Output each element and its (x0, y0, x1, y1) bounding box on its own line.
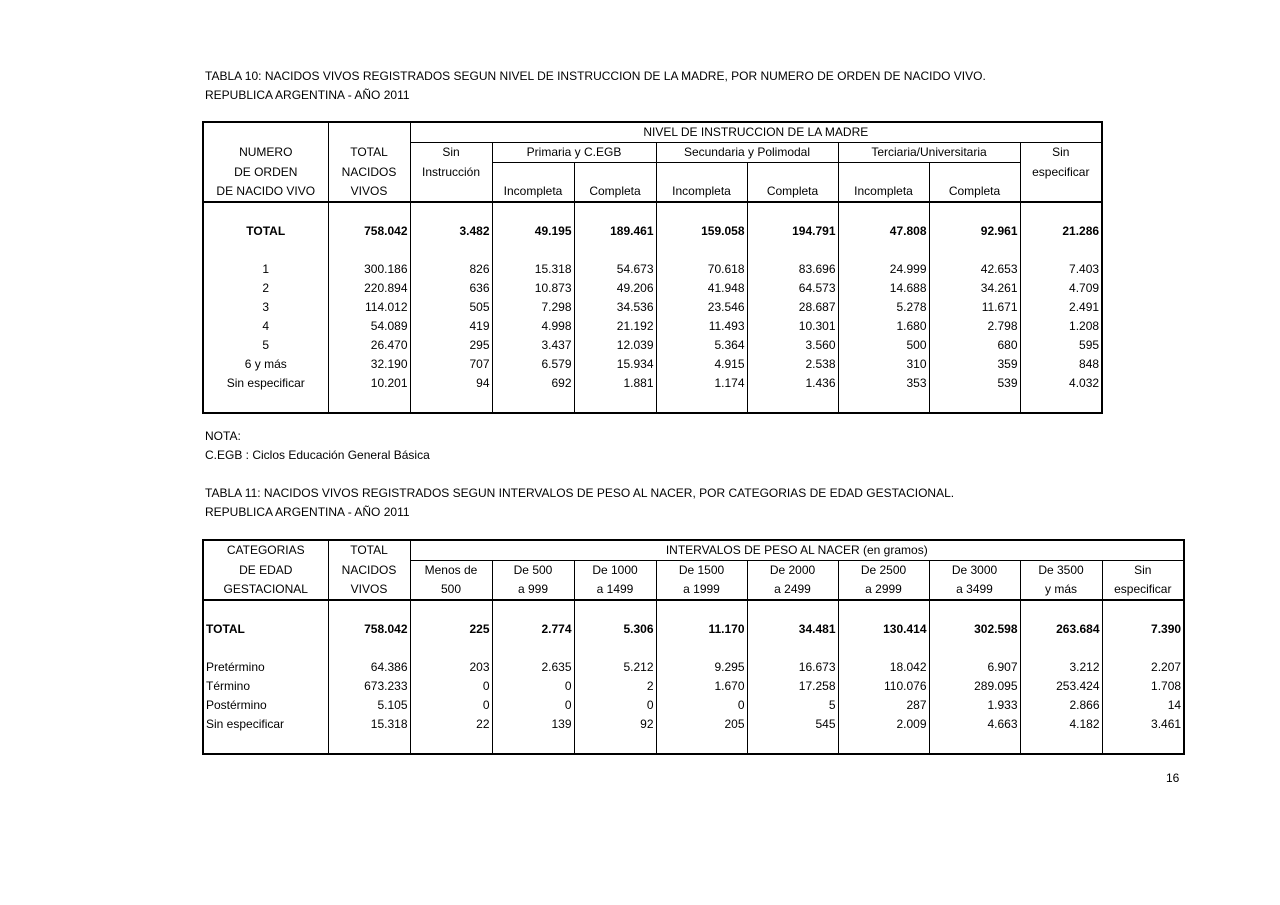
table-cell: 4.032 (1020, 374, 1102, 393)
table-cell: 11.170 (656, 620, 747, 639)
table-cell: 4.663 (929, 715, 1020, 734)
table10-subheader: Incompleta (656, 182, 747, 202)
table-cell: 4.998 (492, 317, 574, 336)
table-cell: 2.538 (747, 355, 838, 374)
table10-spacer (203, 241, 1102, 260)
table10-header-row (203, 143, 1102, 163)
table-cell: 758.042 (328, 620, 410, 639)
table-cell: 6.907 (929, 658, 1020, 677)
table-cell: 92 (574, 715, 656, 734)
table11-interval-header: 500 (410, 580, 492, 600)
table-cell: 2.635 (492, 658, 574, 677)
table-cell: 3.437 (492, 336, 574, 355)
table11-interval-header: De 3000 (929, 561, 1020, 581)
table10-rowcol-header: NUMERO (203, 143, 328, 163)
table-row (203, 355, 1102, 374)
table-cell: 194.791 (747, 222, 838, 241)
table10-total-header: TOTAL (328, 143, 410, 163)
table-cell: 5.212 (574, 658, 656, 677)
table-cell: 114.012 (328, 298, 410, 317)
table11-interval-header: De 3500 (1020, 561, 1102, 581)
table-cell: 10.201 (328, 374, 410, 393)
table-cell: 419 (410, 317, 492, 336)
table10-body (203, 260, 1102, 393)
table11-interval-header: Sin (1102, 561, 1184, 581)
table10-subheader: Completa (574, 182, 656, 202)
table-cell: 1.881 (574, 374, 656, 393)
table-row (203, 317, 1102, 336)
table-cell: 1.208 (1020, 317, 1102, 336)
table-cell: 692 (492, 374, 574, 393)
table10-title: TABLA 10: NACIDOS VIVOS REGISTRADOS SEGUN NIVEL DE INSTRUCCION DE LA MADRE, POR NUMERO DE ORDEN DE NACIDO VIVO. (205, 69, 986, 83)
table10-sin-instruccion-header: Instrucción (410, 163, 492, 183)
table11-row-label: Postérmino (203, 696, 328, 715)
table11-spacer (203, 600, 1184, 620)
table-cell: 3.482 (410, 222, 492, 241)
table-cell: 3.212 (1020, 658, 1102, 677)
table10 (202, 121, 1103, 414)
table-cell: 92.961 (929, 222, 1020, 241)
table10-row-label: 6 y más (203, 355, 328, 374)
table10-subheader: Completa (747, 182, 838, 202)
table10-total-header: VIVOS (328, 182, 410, 202)
table11 (202, 539, 1185, 755)
table10-header-row (203, 182, 1102, 202)
table11-rowcol-header: CATEGORIAS (203, 540, 328, 561)
table-cell: 7.390 (1102, 620, 1184, 639)
table10-subheader: Incompleta (838, 182, 929, 202)
table11-interval-header: De 1000 (574, 561, 656, 581)
table-cell: 263.684 (1020, 620, 1102, 639)
table-cell: 11.493 (656, 317, 747, 336)
table10-total-header: NACIDOS (328, 163, 410, 183)
table-row (203, 715, 1184, 734)
table11-interval-header: a 1999 (656, 580, 747, 600)
table-cell: 4.182 (1020, 715, 1102, 734)
table-cell: 225 (410, 620, 492, 639)
table-cell: 15.318 (492, 260, 574, 279)
table11-row-label: Sin especificar (203, 715, 328, 734)
table-cell: 18.042 (838, 658, 929, 677)
table-cell: 300.186 (328, 260, 410, 279)
table10-subtitle: REPUBLICA ARGENTINA - AÑO 2011 (205, 88, 410, 102)
table-cell: 203 (410, 658, 492, 677)
table-cell: 539 (929, 374, 1020, 393)
table-cell: 0 (492, 696, 574, 715)
table-row (203, 279, 1102, 298)
table10-header-row (203, 122, 1102, 143)
table-cell: 0 (410, 696, 492, 715)
table11-spacer (203, 734, 1184, 754)
table-cell: 287 (838, 696, 929, 715)
table11-interval-header: De 2500 (838, 561, 929, 581)
table-cell: 636 (410, 279, 492, 298)
table11-interval-header: a 1499 (574, 580, 656, 600)
table-cell: 545 (747, 715, 838, 734)
table10-secundaria-header: Secundaria y Polimodal (656, 143, 838, 163)
page-number: 16 (1166, 771, 1180, 785)
table-cell: 10.301 (747, 317, 838, 336)
table-cell: 1.174 (656, 374, 747, 393)
table-cell: 758.042 (328, 222, 410, 241)
table-cell: 26.470 (328, 336, 410, 355)
table-cell: 54.673 (574, 260, 656, 279)
table-cell: 2.491 (1020, 298, 1102, 317)
table11-interval-header: especificar (1102, 580, 1184, 600)
table-cell: 6.579 (492, 355, 574, 374)
table10-row-label: 4 (203, 317, 328, 336)
table-cell: 4.709 (1020, 279, 1102, 298)
table11-total-header: NACIDOS (328, 561, 410, 581)
table-cell: 21.192 (574, 317, 656, 336)
table11-header-row (203, 561, 1184, 581)
table10-rowcol-header: DE NACIDO VIVO (203, 182, 328, 202)
table11-spacer (203, 639, 1184, 658)
table11-interval-header: De 1500 (656, 561, 747, 581)
table10-row-label: 3 (203, 298, 328, 317)
table-cell: 70.618 (656, 260, 747, 279)
table-cell: 500 (838, 336, 929, 355)
table-cell: 83.696 (747, 260, 838, 279)
table10-sin-especificar-header: especificar (1020, 163, 1102, 183)
table-cell: 54.089 (328, 317, 410, 336)
table-cell: 23.546 (656, 298, 747, 317)
table-cell: 707 (410, 355, 492, 374)
table-cell: 41.948 (656, 279, 747, 298)
table-cell: 1.708 (1102, 677, 1184, 696)
table-cell: 0 (410, 677, 492, 696)
table-cell: 49.195 (492, 222, 574, 241)
table-cell: 353 (838, 374, 929, 393)
table11-interval-header: De 500 (492, 561, 574, 581)
table-cell: 4.915 (656, 355, 747, 374)
table-cell: 2.009 (838, 715, 929, 734)
table11-subtitle: REPUBLICA ARGENTINA - AÑO 2011 (205, 505, 410, 519)
table-row (203, 658, 1184, 677)
table-cell: 848 (1020, 355, 1102, 374)
table-cell: 34.536 (574, 298, 656, 317)
table-cell: 289.095 (929, 677, 1020, 696)
table10-row-label: 5 (203, 336, 328, 355)
table-cell: 310 (838, 355, 929, 374)
table-row (203, 677, 1184, 696)
table11-interval-header: Menos de (410, 561, 492, 581)
table11-interval-header: a 2499 (747, 580, 838, 600)
table10-row-label: 2 (203, 279, 328, 298)
table-cell: 139 (492, 715, 574, 734)
table11-interval-header: a 2999 (838, 580, 929, 600)
table-cell: 189.461 (574, 222, 656, 241)
table-cell: 64.573 (747, 279, 838, 298)
table-cell: 7.298 (492, 298, 574, 317)
table10-rowcol-header: DE ORDEN (203, 163, 328, 183)
table-cell: 3.560 (747, 336, 838, 355)
table10-total-row (203, 222, 1102, 241)
table11-rowcol-header: DE EDAD (203, 561, 328, 581)
table-row (203, 260, 1102, 279)
table11-interval-header: a 3499 (929, 580, 1020, 600)
table-cell: 5.364 (656, 336, 747, 355)
table10-row-label: TOTAL (203, 222, 328, 241)
table-cell: 680 (929, 336, 1020, 355)
table-cell: 2 (574, 677, 656, 696)
table-cell: 130.414 (838, 620, 929, 639)
table-cell: 24.999 (838, 260, 929, 279)
table10-spacer (203, 393, 1102, 413)
note-text: C.EGB : Ciclos Educación General Básica (205, 448, 430, 462)
table11-header-row (203, 540, 1184, 561)
table-cell: 47.808 (838, 222, 929, 241)
table-cell: 32.190 (328, 355, 410, 374)
table-cell: 205 (656, 715, 747, 734)
table-cell: 2.798 (929, 317, 1020, 336)
table-cell: 359 (929, 355, 1020, 374)
table-cell: 1.933 (929, 696, 1020, 715)
table-cell: 3.461 (1102, 715, 1184, 734)
table-cell: 15.318 (328, 715, 410, 734)
table-cell: 94 (410, 374, 492, 393)
table11-group-header: INTERVALOS DE PESO AL NACER (en gramos) (410, 540, 1184, 561)
table-cell: 5.105 (328, 696, 410, 715)
table-cell: 220.894 (328, 279, 410, 298)
table10-primaria-header: Primaria y C.EGB (492, 143, 656, 163)
table-cell: 505 (410, 298, 492, 317)
table-cell: 5 (747, 696, 838, 715)
table11-rowcol-header: GESTACIONAL (203, 580, 328, 600)
table-cell: 22 (410, 715, 492, 734)
table-cell: 295 (410, 336, 492, 355)
table-cell: 0 (656, 696, 747, 715)
table11-row-label: Pretérmino (203, 658, 328, 677)
table-cell: 7.403 (1020, 260, 1102, 279)
table-cell: 14 (1102, 696, 1184, 715)
table-cell: 11.671 (929, 298, 1020, 317)
table10-sin-especificar-header: Sin (1020, 143, 1102, 163)
table-cell: 16.673 (747, 658, 838, 677)
table10-terciaria-header: Terciaria/Universitaria (838, 143, 1020, 163)
table11-row-label: Término (203, 677, 328, 696)
table-cell: 302.598 (929, 620, 1020, 639)
table-cell: 5.278 (838, 298, 929, 317)
table-cell: 21.286 (1020, 222, 1102, 241)
table11-total-header: TOTAL (328, 540, 410, 561)
table-cell: 14.688 (838, 279, 929, 298)
table10-row-label: 1 (203, 260, 328, 279)
table-cell: 826 (410, 260, 492, 279)
table10-row-label: Sin especificar (203, 374, 328, 393)
table10-subheader: Incompleta (492, 182, 574, 202)
table-cell: 34.481 (747, 620, 838, 639)
table-cell: 34.261 (929, 279, 1020, 298)
table-cell: 17.258 (747, 677, 838, 696)
table10-sin-instruccion-header: Sin (410, 143, 492, 163)
table-cell: 1.680 (838, 317, 929, 336)
table-cell: 1.670 (656, 677, 747, 696)
table11-row-label: TOTAL (203, 620, 328, 639)
table-cell: 0 (492, 677, 574, 696)
table11-body (203, 658, 1184, 734)
table-cell: 595 (1020, 336, 1102, 355)
table11-interval-header: a 999 (492, 580, 574, 600)
table-cell: 64.386 (328, 658, 410, 677)
table-cell: 1.436 (747, 374, 838, 393)
table11-total-header: VIVOS (328, 580, 410, 600)
table-cell: 10.873 (492, 279, 574, 298)
table-cell: 28.687 (747, 298, 838, 317)
table10-subheader: Completa (929, 182, 1020, 202)
table-cell: 253.424 (1020, 677, 1102, 696)
table-cell: 15.934 (574, 355, 656, 374)
table-cell: 42.653 (929, 260, 1020, 279)
table-cell: 5.306 (574, 620, 656, 639)
table-cell: 12.039 (574, 336, 656, 355)
table11-interval-header: y más (1020, 580, 1102, 600)
table-cell: 2.866 (1020, 696, 1102, 715)
table-row (203, 374, 1102, 393)
table-cell: 9.295 (656, 658, 747, 677)
table-cell: 0 (574, 696, 656, 715)
table11-total-row (203, 620, 1184, 639)
table-cell: 159.058 (656, 222, 747, 241)
table10-group-header: NIVEL DE INSTRUCCION DE LA MADRE (410, 122, 1102, 143)
table11-interval-header: De 2000 (747, 561, 838, 581)
table-cell: 2.207 (1102, 658, 1184, 677)
table11-title: TABLA 11: NACIDOS VIVOS REGISTRADOS SEGUN INTERVALOS DE PESO AL NACER, POR CATEGORIAS DE EDAD GESTACIONAL. (205, 486, 955, 500)
table-cell: 110.076 (838, 677, 929, 696)
table-row (203, 336, 1102, 355)
table11-header-row (203, 580, 1184, 600)
table10-header-row (203, 163, 1102, 183)
table-cell: 49.206 (574, 279, 656, 298)
table-row (203, 696, 1184, 715)
table-row (203, 298, 1102, 317)
table10-spacer (203, 202, 1102, 222)
table-cell: 2.774 (492, 620, 574, 639)
table-cell: 673.233 (328, 677, 410, 696)
note-label: NOTA: (205, 429, 241, 443)
